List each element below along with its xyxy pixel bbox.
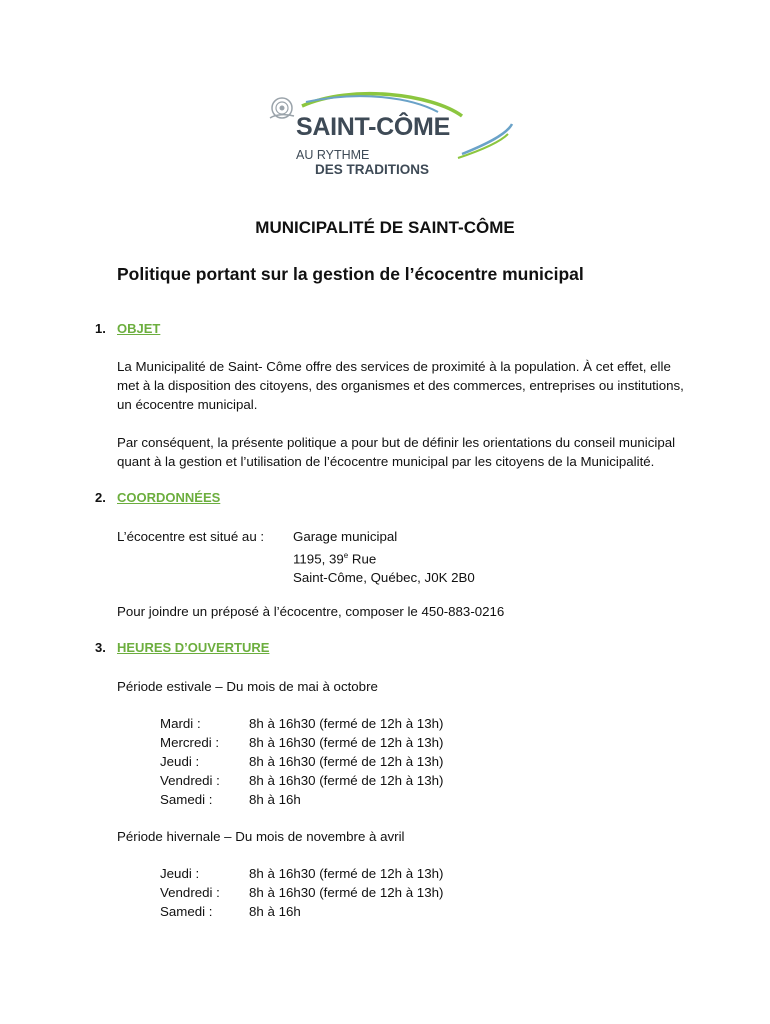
day-label: Mardi : bbox=[160, 716, 201, 731]
objet-paragraph-2 bbox=[117, 433, 675, 471]
text-line: quant à la gestion et l’utilisation de l’écocentre municipal par les citoyens de la Municipalité. bbox=[117, 454, 655, 469]
hours-value: 8h à 16h30 (fermé de 12h à 13h) bbox=[249, 754, 444, 769]
hours-value: 8h à 16h bbox=[249, 792, 301, 807]
section-heading-heures bbox=[95, 640, 269, 655]
winter-period-title: Période hivernale – Du mois de novembre à avril bbox=[117, 829, 405, 844]
day-label: Jeudi : bbox=[160, 754, 200, 769]
address-line: Saint-Côme, Québec, J0K 2B0 bbox=[293, 570, 475, 586]
section-title: HEURES D’OUVERTURE bbox=[117, 640, 270, 655]
hours-value: 8h à 16h30 (fermé de 12h à 13h) bbox=[249, 885, 444, 900]
address-line: 1195, 39e Rue bbox=[293, 551, 377, 567]
section-title: COORDONNÉES bbox=[117, 490, 221, 505]
hours-value: 8h à 16h30 (fermé de 12h à 13h) bbox=[249, 773, 444, 788]
logo-tagline-2: DES TRADITIONS bbox=[315, 162, 430, 177]
contact-line: Pour joindre un préposé à l’écocentre, composer le 450-883-0216 bbox=[117, 604, 505, 619]
day-label: Mercredi : bbox=[160, 735, 220, 750]
document-subtitle: Politique portant sur la gestion de l’écocentre municipal bbox=[117, 264, 584, 284]
day-label: Samedi : bbox=[160, 792, 213, 807]
section-number: 2. bbox=[95, 490, 106, 505]
section-number: 1. bbox=[95, 321, 106, 336]
document-title: MUNICIPALITÉ DE SAINT-CÔME bbox=[255, 218, 515, 237]
summer-hours bbox=[249, 714, 443, 809]
section-heading-objet bbox=[95, 321, 160, 336]
section-number: 3. bbox=[95, 640, 106, 655]
day-label: Vendredi : bbox=[160, 773, 220, 788]
text-line: Par conséquent, la présente politique a pour but de définir les orientations du conseil municipal bbox=[117, 435, 676, 450]
address-block bbox=[293, 527, 475, 587]
municipality-logo bbox=[262, 86, 522, 186]
address-line: Garage municipal bbox=[293, 529, 398, 544]
hours-value: 8h à 16h30 (fermé de 12h à 13h) bbox=[249, 735, 444, 750]
logo-name: SAINT-CÔME bbox=[296, 113, 450, 141]
day-label: Jeudi : bbox=[160, 866, 200, 881]
hours-value: 8h à 16h30 (fermé de 12h à 13h) bbox=[249, 866, 444, 881]
section-heading-coordonnees bbox=[95, 490, 220, 505]
logo-tagline-1: AU RYTHME bbox=[296, 148, 370, 162]
day-label: Samedi : bbox=[160, 904, 213, 919]
text-line: met à la disposition des citoyens, des organismes et des commerces, entreprises ou institutions, bbox=[117, 378, 684, 393]
hours-value: 8h à 16h bbox=[249, 904, 301, 919]
winter-hours bbox=[249, 864, 443, 921]
section-title: OBJET bbox=[117, 321, 161, 336]
winter-days bbox=[160, 864, 220, 921]
location-label: L’écocentre est situé au : bbox=[117, 529, 265, 544]
summer-days bbox=[160, 714, 220, 809]
hours-value: 8h à 16h30 (fermé de 12h à 13h) bbox=[249, 716, 444, 731]
objet-paragraph-1 bbox=[117, 357, 684, 414]
day-label: Vendredi : bbox=[160, 885, 220, 900]
text-line: La Municipalité de Saint- Côme offre des services de proximité à la population. À cet effet, elle bbox=[117, 359, 671, 374]
text-line: un écocentre municipal. bbox=[117, 397, 258, 412]
summer-period-title: Période estivale – Du mois de mai à octobre bbox=[117, 679, 378, 694]
